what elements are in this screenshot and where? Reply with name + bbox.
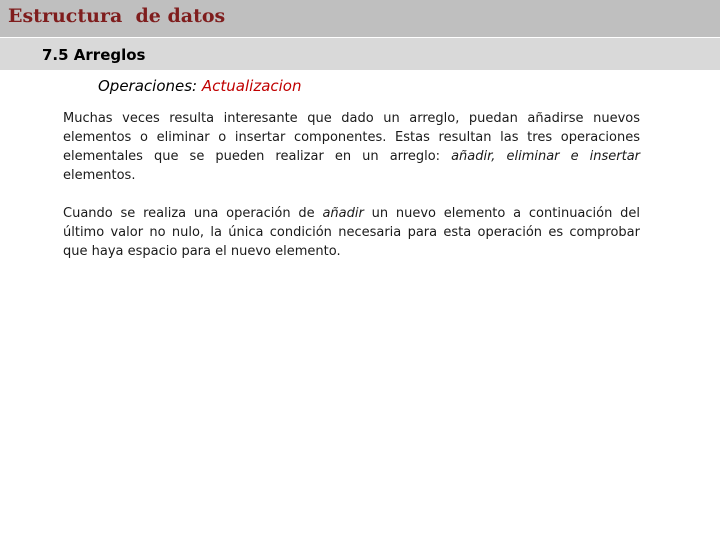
paragraph-intro-emphasis: añadir, eliminar e insertar [451,149,641,164]
paragraph-add-text-a: Cuando se realiza una operación de [63,206,323,221]
section-bar [0,38,720,70]
page-title: Estructura de datos [8,5,226,27]
paragraph-add [63,204,640,261]
paragraph-intro [63,109,640,185]
paragraph-intro-text-b: elementos. [63,168,136,183]
subtitle-highlight: Actualizacion [201,77,302,95]
section-heading: 7.5 Arreglos [42,46,146,64]
paragraph-add-emphasis: añadir [322,206,364,221]
paragraph-add-text-b: un nuevo elemento a continuación del último valor no nulo, la única condición necesaria para esta operación es comprobar que haya espacio para el nuevo elemento. [63,206,640,259]
subtitle [98,77,302,95]
subtitle-label: Operaciones: [98,77,198,95]
title-bar [0,0,720,37]
paragraph-intro-text-a: Muchas veces resulta interesante que dado un arreglo, puedan añadirse nuevos elementos o eliminar o insertar componentes. Estas resultan las tres operaciones elementales que se pueden realizar en un arreglo: [63,111,640,164]
